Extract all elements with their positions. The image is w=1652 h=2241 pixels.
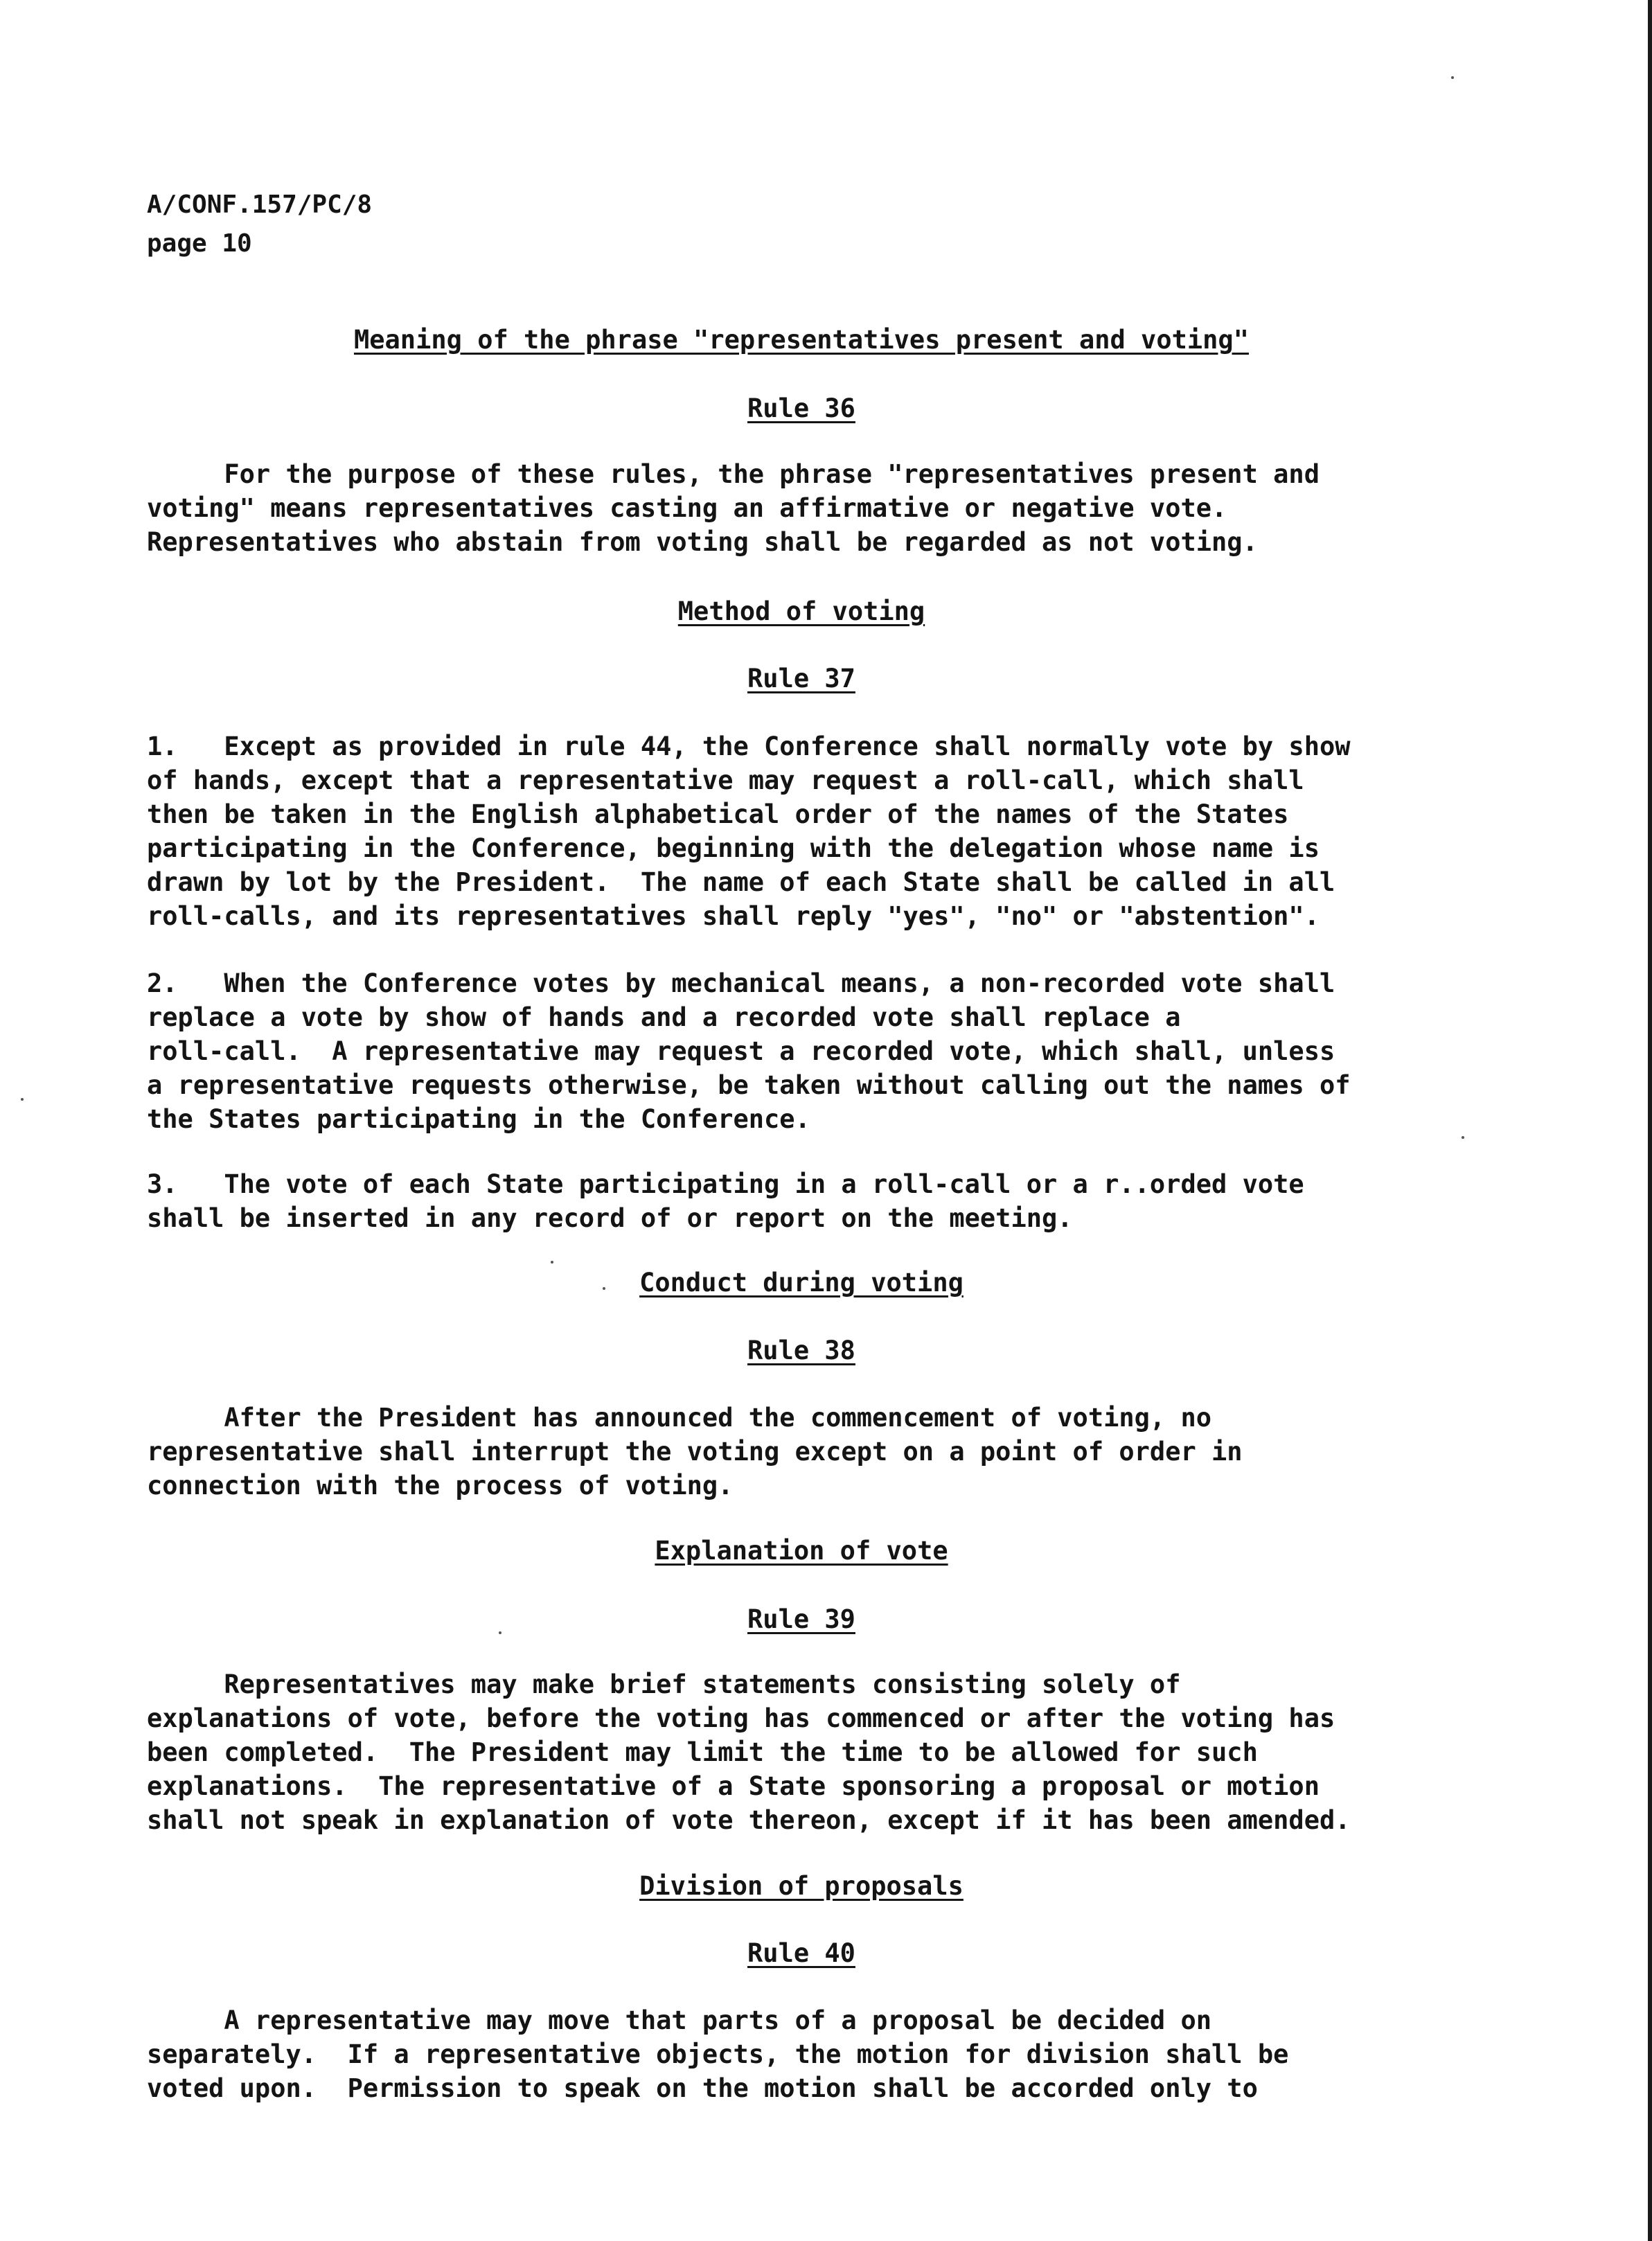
text-line: the States participating in the Conference. <box>147 1104 810 1134</box>
section-heading-rule-39: Explanation of vote <box>655 1536 948 1566</box>
rule-37-paragraph-3 <box>147 1167 1484 1235</box>
text-line: roll-calls, and its representatives shall reply "yes", "no" or "abstention". <box>147 901 1320 931</box>
section-heading-rule-37: Method of voting <box>677 596 925 626</box>
text-line: shall be inserted in any record of or report on the meeting. <box>147 1203 1073 1233</box>
scan-page-edge <box>1648 0 1652 2241</box>
rule-number-38: Rule 38 <box>747 1336 855 1365</box>
text-line: Representatives who abstain from voting shall be regarded as not voting. <box>147 527 1258 557</box>
document-header <box>147 186 372 263</box>
section-heading-rule-40: Division of proposals <box>639 1871 963 1901</box>
rule-37-paragraph-2 <box>147 966 1484 1136</box>
rule-40-paragraph <box>147 2003 1484 2105</box>
text-line: A representative may move that parts of a proposal be decided on <box>147 2005 1212 2035</box>
section-heading-rule-38: Conduct during voting <box>639 1268 963 1297</box>
text-line: participating in the Conference, beginning with the delegation whose name is <box>147 833 1320 863</box>
text-line: Representatives may make brief statements consisting solely of <box>147 1669 1181 1699</box>
scan-speck <box>499 1631 501 1634</box>
text-line: 1. Except as provided in rule 44, the Conference shall normally vote by show <box>147 732 1351 761</box>
scan-speck <box>551 1261 553 1264</box>
rule-37-paragraph-1 <box>147 729 1484 933</box>
text-line: 2. When the Conference votes by mechanical means, a non-recorded vote shall <box>147 968 1335 998</box>
text-line: explanations of vote, before the voting has commenced or after the voting has <box>147 1703 1335 1733</box>
rule-39-paragraph <box>147 1667 1484 1837</box>
text-line: explanations. The representative of a State sponsoring a proposal or motion <box>147 1771 1320 1801</box>
text-line: of hands, except that a representative may request a roll-call, which shall <box>147 765 1304 795</box>
text-line: voted upon. Permission to speak on the motion shall be accorded only to <box>147 2073 1258 2103</box>
text-line: been completed. The President may limit the time to be allowed for such <box>147 1737 1258 1767</box>
text-line: connection with the process of voting. <box>147 1471 734 1500</box>
text-line: voting" means representatives casting an affirmative or negative vote. <box>147 493 1227 523</box>
scan-speck <box>1451 76 1454 79</box>
rule-38-paragraph <box>147 1401 1484 1503</box>
scan-speck <box>1462 1136 1464 1139</box>
rule-number-39: Rule 39 <box>747 1604 855 1634</box>
text-line: replace a vote by show of hands and a recorded vote shall replace a <box>147 1002 1181 1032</box>
document-symbol: A/CONF.157/PC/8 <box>147 191 373 219</box>
text-line: 3. The vote of each State participating in a roll-call or a r..orded vote <box>147 1169 1304 1199</box>
text-line: After the President has announced the commencement of voting, no <box>147 1403 1212 1433</box>
rule-36-paragraph <box>147 457 1484 559</box>
text-line: representative shall interrupt the voting except on a point of order in <box>147 1437 1243 1467</box>
text-line: drawn by lot by the President. The name of each State shall be called in all <box>147 867 1335 897</box>
text-line: then be taken in the English alphabetical order of the names of the States <box>147 799 1289 829</box>
text-line: roll-call. A representative may request a recorded vote, which shall, unless <box>147 1036 1335 1066</box>
page-number: page 10 <box>147 229 252 258</box>
scan-speck <box>21 1098 24 1101</box>
scan-speck <box>603 1287 605 1290</box>
text-line: separately. If a representative objects, the motion for division shall be <box>147 2039 1289 2069</box>
rule-number-40: Rule 40 <box>747 1938 855 1968</box>
rule-number-36: Rule 36 <box>747 393 855 423</box>
text-line: For the purpose of these rules, the phrase "representatives present and <box>147 459 1320 489</box>
text-line: a representative requests otherwise, be taken without calling out the names of <box>147 1070 1351 1100</box>
rule-number-37: Rule 37 <box>747 664 855 693</box>
text-line: shall not speak in explanation of vote thereon, except if it has been amended. <box>147 1805 1351 1835</box>
section-heading-rule-36: Meaning of the phrase "representatives present and voting" <box>353 325 1249 355</box>
